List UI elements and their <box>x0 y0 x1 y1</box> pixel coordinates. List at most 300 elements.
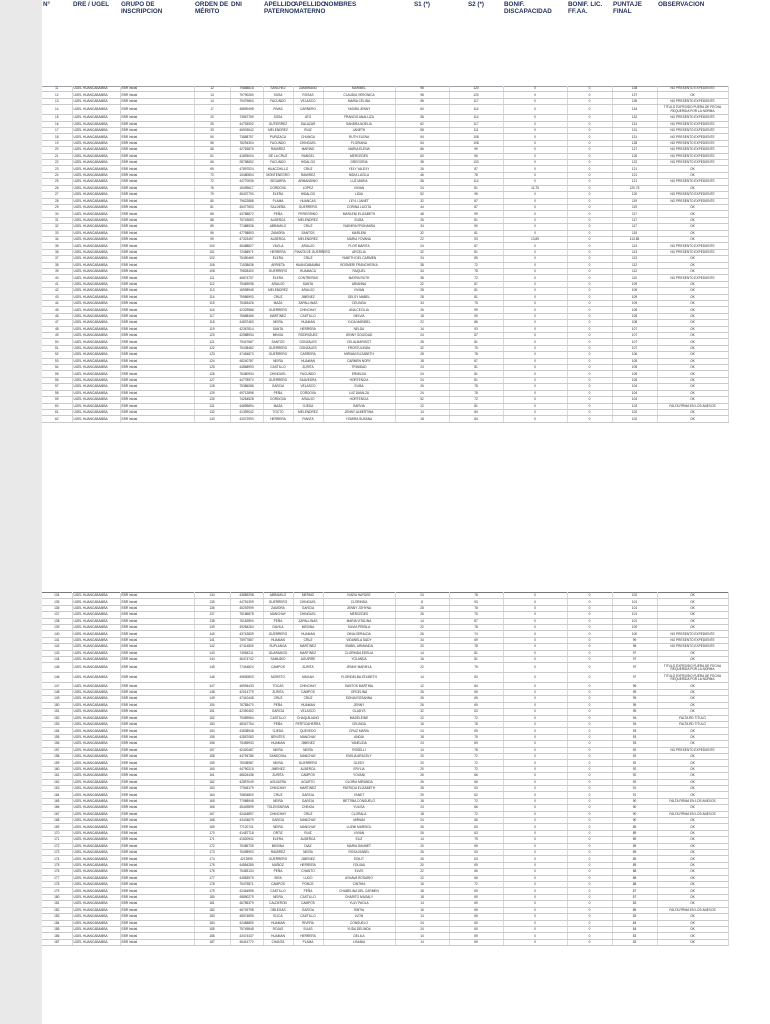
cell-dni: 43434679 <box>230 818 263 824</box>
cell-grupo: EBR Inicial <box>120 926 194 932</box>
cell-number: 14 <box>42 105 72 115</box>
cell-orden-merito: 111 <box>194 275 230 281</box>
cell-apellido-paterno: HERRERA <box>263 249 293 255</box>
cell-s2: 89 <box>449 256 503 262</box>
cell-s1: 14 <box>395 914 449 920</box>
cell-s2: 81 <box>449 377 503 383</box>
cell-s1: 22 <box>395 403 449 409</box>
cell-dni: 44770536 <box>230 179 263 185</box>
cell-s1: 22 <box>395 281 449 287</box>
cell-ugel: UGEL HUANCABAMBA <box>72 689 120 695</box>
cell-orden-merito: 156 <box>194 741 230 747</box>
cell-puntaje-final: 109 <box>612 301 657 307</box>
cell-bonif-discapacidad: 0 <box>503 409 567 415</box>
cell-ugel: UGEL HUANCABAMBA <box>72 631 120 637</box>
cell-s1: 18 <box>395 894 449 900</box>
cell-bonif-discapacidad: 0 <box>503 920 567 926</box>
cell-dni: 75386088 <box>230 384 263 390</box>
cell-grupo: EBR Inicial <box>120 358 194 364</box>
cell-apellido-paterno: AGUILERA <box>263 779 293 785</box>
cell-ugel: UGEL HUANCABAMBA <box>72 805 120 811</box>
cell-s1: 14 <box>395 650 449 656</box>
cell-nombres: JENNY MARIELA <box>323 663 395 673</box>
cell-nombres: YULISA <box>323 805 395 811</box>
cell-puntaje-final: 89 <box>612 843 657 849</box>
cell-observacion: OK <box>657 294 728 300</box>
cell-grupo: EBR Inicial <box>120 715 194 721</box>
cell-nombres: VIVIAN <box>323 185 395 191</box>
cell-bonif-ffaa: 0 <box>567 345 612 351</box>
cell-s2: 81 <box>449 294 503 300</box>
cell-number: 11 <box>42 86 72 92</box>
cell-dni: 43788872 <box>230 211 263 217</box>
cell-observacion: OK <box>657 166 728 172</box>
cell-dni: 47454873 <box>230 352 263 358</box>
cell-nombres: LVON <box>323 914 395 920</box>
cell-orden-merito: 129 <box>194 390 230 396</box>
cell-bonif-ffaa: 0 <box>567 92 612 98</box>
cell-ugel: UGEL HUANCABAMBA <box>72 907 120 913</box>
cell-grupo: EBR Inicial <box>120 185 194 191</box>
cell-apellido-materno: HERRERA <box>293 933 323 939</box>
cell-s2: 78 <box>449 747 503 753</box>
cell-bonif-discapacidad: 0 <box>503 721 567 727</box>
cell-nombres: DINA GERALDA <box>323 631 395 637</box>
cell-s2: 75 <box>449 663 503 673</box>
cell-dni: 75483134 <box>230 869 263 875</box>
cell-apellido-materno: CRUZ <box>293 224 323 230</box>
cell-puntaje-final: 109 <box>612 294 657 300</box>
col-header-s2: S2 (*) <box>449 0 503 87</box>
cell-observacion: TITULO EXPEDIDO FUERA DE FECHA REQUERIDA POR LA NORMA <box>657 673 728 683</box>
cell-s2: 108 <box>449 140 503 146</box>
cell-bonif-ffaa: 0 <box>567 779 612 785</box>
cell-observacion: OK <box>657 785 728 791</box>
cell-puntaje-final: 107 <box>612 339 657 345</box>
cell-ugel: UGEL HUANCABAMBA <box>72 275 120 281</box>
cell-s1: 98 <box>395 98 449 104</box>
cell-ugel: UGEL HUANCABAMBA <box>72 333 120 339</box>
cell-ugel: UGEL HUANCABAMBA <box>72 882 120 888</box>
cell-bonif-ffaa: 0 <box>567 933 612 939</box>
cell-number: 46 <box>42 313 72 319</box>
cell-apellido-paterno: ARRIETA <box>263 262 293 268</box>
cell-grupo: EBR Inicial <box>120 753 194 759</box>
cell-s1: 98 <box>395 92 449 98</box>
cell-ugel: UGEL HUANCABAMBA <box>72 198 120 204</box>
cell-grupo: EBR Inicial <box>120 211 194 217</box>
cell-bonif-discapacidad: 0 <box>503 869 567 875</box>
cell-number: 49 <box>42 333 72 339</box>
cell-apellido-materno: PIANTA <box>293 416 323 422</box>
cell-grupo: EBR Inicial <box>120 236 194 242</box>
cell-ugel: UGEL HUANCABAMBA <box>72 377 120 383</box>
cell-apellido-materno: CASTILLO <box>293 313 323 319</box>
cell-ugel: UGEL HUANCABAMBA <box>72 230 120 236</box>
cell-s1: 18 <box>395 313 449 319</box>
cell-nombres: LISANIA <box>323 939 395 945</box>
cell-grupo: EBR Inicial <box>120 875 194 881</box>
cell-number: 145 <box>42 663 72 673</box>
cell-s2: 72 <box>449 882 503 888</box>
cell-puntaje-final: 93 <box>612 741 657 747</box>
cell-s2: 78 <box>449 721 503 727</box>
cell-orden-merito: 161 <box>194 773 230 779</box>
cell-s1: 18 <box>395 358 449 364</box>
cell-apellido-materno: CORDOVA <box>293 390 323 396</box>
cell-apellido-materno: RUIZ <box>293 128 323 134</box>
cell-apellido-paterno: FACUNDO <box>263 160 293 166</box>
cell-bonif-ffaa: 0 <box>567 894 612 900</box>
cell-apellido-paterno: ABRAMILO <box>263 593 293 599</box>
cell-number: 166 <box>42 805 72 811</box>
cell-observacion: OK <box>657 262 728 268</box>
cell-orden-merito: 142 <box>194 644 230 650</box>
cell-s1: 16 <box>395 882 449 888</box>
cell-apellido-paterno: HERRERA <box>263 416 293 422</box>
cell-puntaje-final: 120 <box>612 192 657 198</box>
cell-puntaje-final: 92 <box>612 753 657 759</box>
cell-orden-merito: 99 <box>194 236 230 242</box>
cell-orden-merito: 122 <box>194 345 230 351</box>
cell-bonif-discapacidad: 0 <box>503 862 567 868</box>
cell-bonif-discapacidad: 0 <box>503 689 567 695</box>
cell-dni: 75186878 <box>230 612 263 618</box>
cell-number: 179 <box>42 888 72 894</box>
cell-nombres: MADELEINE <box>323 715 395 721</box>
cell-bonif-ffaa: 0 <box>567 243 612 249</box>
cell-bonif-ffaa: 0 <box>567 262 612 268</box>
cell-ugel: UGEL HUANCABAMBA <box>72 618 120 624</box>
cell-observacion: NO PRESENTO EXPEDIENTE <box>657 631 728 637</box>
cell-apellido-materno: CAMPOS <box>293 689 323 695</box>
cell-apellido-materno: PIANTA DE GUERRERO <box>294 249 331 254</box>
cell-dni: 71538636 <box>230 262 263 268</box>
cell-s2: 78 <box>449 625 503 631</box>
cell-orden-merito: 72 <box>194 179 230 185</box>
cell-s2: 78 <box>449 384 503 390</box>
cell-bonif-discapacidad: 0 <box>503 779 567 785</box>
cell-bonif-discapacidad: 0 <box>503 140 567 146</box>
cell-grupo: EBR Inicial <box>120 115 194 121</box>
cell-bonif-discapacidad: 0 <box>503 92 567 98</box>
cell-apellido-paterno: PEÑA <box>263 211 293 217</box>
cell-puntaje-final: 107 <box>612 326 657 332</box>
cell-puntaje-final: 117 <box>612 211 657 217</box>
cell-apellido-paterno: MANCHAY <box>263 612 293 618</box>
cell-puntaje-final: 92 <box>612 779 657 785</box>
cell-apellido-materno: JIMENEZ <box>293 856 323 862</box>
cell-puntaje-final: 88 <box>612 882 657 888</box>
cell-orden-merito: 153 <box>194 721 230 727</box>
cell-bonif-discapacidad: 0 <box>503 882 567 888</box>
cell-apellido-materno: RAMIREZ <box>293 172 323 178</box>
cell-nombres: CARMEN NORY <box>323 358 395 364</box>
cell-bonif-discapacidad: 0 <box>503 599 567 605</box>
cell-bonif-ffaa: 0 <box>567 926 612 932</box>
cell-orden-merito: 167 <box>194 811 230 817</box>
cell-orden-merito: 76 <box>194 185 230 191</box>
cell-nombres: NELDA <box>323 326 395 332</box>
cell-number: 169 <box>42 824 72 830</box>
cell-observacion: OK <box>657 856 728 862</box>
cell-apellido-materno: HUANCABAMBA <box>293 262 323 268</box>
cell-bonif-ffaa: 0 <box>567 760 612 766</box>
cell-observacion: OK <box>657 939 728 945</box>
cell-dni: 42468890 <box>230 920 263 926</box>
cell-apellido-materno: CHINCHAY <box>293 683 323 689</box>
cell-dni: 43742839 <box>230 631 263 637</box>
cell-observacion: OK <box>657 728 728 734</box>
cell-nombres: CELINDA <box>323 721 395 727</box>
cell-apellido-paterno: CASTILLO <box>263 365 293 371</box>
cell-observacion: OK <box>657 753 728 759</box>
cell-s2: 81 <box>449 339 503 345</box>
cell-orden-merito: 180 <box>194 894 230 900</box>
cell-apellido-materno: CHINGA <box>293 805 323 811</box>
cell-orden-merito: 166 <box>194 805 230 811</box>
cell-nombres: MARIBEL <box>323 86 395 92</box>
cell-grupo: EBR Inicial <box>120 262 194 268</box>
cell-nombres: JANETH <box>323 128 395 134</box>
cell-grupo: EBR Inicial <box>120 243 194 249</box>
cell-observacion: OK <box>657 920 728 926</box>
cell-apellido-paterno: TOCTO <box>263 409 293 415</box>
cell-bonif-discapacidad: 0 <box>503 121 567 127</box>
cell-apellido-paterno: ZAMORA <box>263 230 293 236</box>
cell-ugel: UGEL HUANCABAMBA <box>72 612 120 618</box>
cell-s2: 66 <box>449 779 503 785</box>
cell-orden-merito: 152 <box>194 715 230 721</box>
cell-bonif-discapacidad: 0 <box>503 696 567 702</box>
cell-bonif-discapacidad: 0 <box>503 830 567 836</box>
cell-apellido-paterno: ALBERCA <box>263 236 293 242</box>
cell-dni: 79888818 <box>230 86 263 92</box>
cell-grupo: EBR Inicial <box>120 371 194 377</box>
cell-s2: 69 <box>449 702 503 708</box>
cell-observacion: OK <box>657 683 728 689</box>
cell-orden-merito: 179 <box>194 888 230 894</box>
cell-number: 147 <box>42 683 72 689</box>
cell-observacion: OK <box>657 339 728 345</box>
cell-apellido-materno: VELASCO <box>293 384 323 390</box>
cell-orden-merito: 17 <box>194 105 230 115</box>
cell-bonif-ffaa: 0 <box>567 230 612 236</box>
cell-number: 33 <box>42 230 72 236</box>
cell-bonif-discapacidad: 0 <box>503 243 567 249</box>
cell-apellido-paterno: NEIRA <box>263 320 293 326</box>
cell-grupo: EBR Inicial <box>120 416 194 422</box>
cell-s2: 114 <box>449 105 503 115</box>
cell-nombres: CINTHIA <box>323 882 395 888</box>
cell-nombres: ANA CECILIA <box>323 307 395 313</box>
cell-apellido-paterno: SANDOVAL <box>263 753 293 759</box>
cell-apellido-materno: MAGAN <box>293 673 323 683</box>
cell-orden-merito: 126 <box>194 371 230 377</box>
cell-apellido-paterno: CORDOVA <box>263 397 293 403</box>
cell-apellido-paterno: NEIRA <box>263 358 293 364</box>
cell-nombres: YOLVAU <box>323 862 395 868</box>
cell-puntaje-final: 112 <box>612 268 657 274</box>
cell-puntaje-final: 121 <box>612 172 657 178</box>
cell-dni: 46994433 <box>230 683 263 689</box>
cell-observacion: FALTA RD TITULO <box>657 721 728 727</box>
cell-s1: 14 <box>395 673 449 683</box>
cell-orden-merito: 25 <box>194 121 230 127</box>
cell-s2: 75 <box>449 345 503 351</box>
cell-s1: 28 <box>395 352 449 358</box>
cell-apellido-materno: CHUNGA <box>293 134 323 140</box>
cell-s1: 14 <box>395 933 449 939</box>
cell-number: 156 <box>42 741 72 747</box>
cell-s2: 117 <box>449 98 503 104</box>
cell-apellido-materno: ZAMBRANO <box>293 86 323 92</box>
cell-grupo: EBR Inicial <box>120 105 194 115</box>
cell-ugel: UGEL HUANCABAMBA <box>72 856 120 862</box>
cell-puntaje-final: 89 <box>612 824 657 830</box>
cell-dni: 43838948 <box>230 728 263 734</box>
cell-dni: 79479863 <box>230 98 263 104</box>
cell-observacion: OK <box>657 593 728 599</box>
cell-puntaje-final: 131 <box>612 128 657 134</box>
cell-observacion: OK <box>657 230 728 236</box>
cell-orden-merito: 155 <box>194 734 230 740</box>
cell-number: 153 <box>42 721 72 727</box>
cell-grupo: EBR Inicial <box>120 397 194 403</box>
cell-s1: 26 <box>395 850 449 856</box>
cell-bonif-ffaa: 0 <box>567 153 612 159</box>
cell-bonif-discapacidad: 0 <box>503 198 567 204</box>
cell-apellido-materno: ZURITA <box>293 365 323 371</box>
cell-bonif-discapacidad: 0 <box>503 294 567 300</box>
cell-number: 41 <box>42 281 72 287</box>
cell-apellido-materno: PONCE <box>293 882 323 888</box>
cell-apellido-paterno: PEÑA <box>263 702 293 708</box>
cell-number: 171 <box>42 837 72 843</box>
cell-bonif-ffaa: 0 <box>567 709 612 715</box>
cell-ugel: UGEL HUANCABAMBA <box>72 850 120 856</box>
cell-grupo: EBR Inicial <box>120 345 194 351</box>
cell-orden-merito: 170 <box>194 830 230 836</box>
cell-bonif-ffaa: 0 <box>567 650 612 656</box>
cell-s2: 69 <box>449 728 503 734</box>
cell-ugel: UGEL HUANCABAMBA <box>72 217 120 223</box>
cell-orden-merito: 144 <box>194 657 230 663</box>
cell-bonif-ffaa: 0 <box>567 850 612 856</box>
cell-puntaje-final: 83 <box>612 914 657 920</box>
cell-s2: 120 <box>449 86 503 92</box>
cell-s2: 72 <box>449 811 503 817</box>
cell-nombres: TRINIDAD <box>323 365 395 371</box>
cell-nombres: EDILIT <box>323 856 395 862</box>
cell-orden-merito: 66 <box>194 160 230 166</box>
cell-nombres: CLORINDA <box>323 599 395 605</box>
cell-dni: 42897049 <box>230 779 263 785</box>
cell-s1: 22 <box>395 625 449 631</box>
cell-number: 176 <box>42 869 72 875</box>
cell-apellido-materno: HIDALGO <box>293 160 323 166</box>
cell-puntaje-final: 132 <box>612 115 657 121</box>
cell-ugel: UGEL HUANCABAMBA <box>72 153 120 159</box>
cell-nombres: CLORALA <box>323 811 395 817</box>
cell-dni: 44837483 <box>230 320 263 326</box>
cell-nombres: MARLENI ELIZABETH <box>323 211 395 217</box>
cell-bonif-ffaa: 0 <box>567 268 612 274</box>
cell-s2: 72 <box>449 766 503 772</box>
cell-nombres: MARIA VITALINA <box>323 618 395 624</box>
cell-dni: 47897524 <box>230 166 263 172</box>
cell-puntaje-final: 87 <box>612 894 657 900</box>
cell-bonif-discapacidad: 0 <box>503 134 567 140</box>
cell-apellido-materno: MARINO <box>293 147 323 153</box>
cell-orden-merito: 157 <box>194 747 230 753</box>
cell-bonif-discapacidad: 0 <box>503 128 567 134</box>
cell-nombres: ISABEL ARMANDA <box>323 644 395 650</box>
cell-ugel: UGEL HUANCABAMBA <box>72 384 120 390</box>
cell-grupo: EBR Inicial <box>120 939 194 945</box>
cell-bonif-discapacidad: 0 <box>503 837 567 843</box>
cell-dni: 43472993 <box>230 416 263 422</box>
cell-puntaje-final: 94 <box>612 721 657 727</box>
cell-s2: 93 <box>449 599 503 605</box>
cell-grupo: EBR Inicial <box>120 741 194 747</box>
cell-s2: 87 <box>449 198 503 204</box>
cell-observacion: OK <box>657 326 728 332</box>
cell-ugel: UGEL HUANCABAMBA <box>72 147 120 153</box>
cell-apellido-paterno: ELERA <box>263 837 293 843</box>
cell-bonif-ffaa: 0 <box>567 358 612 364</box>
cell-apellido-materno: HUAMAN <box>293 631 323 637</box>
cell-number: 52 <box>42 352 72 358</box>
col-header-number: N° <box>42 0 72 87</box>
cell-ugel: UGEL HUANCABAMBA <box>72 605 120 611</box>
cell-puntaje-final: 97 <box>612 663 657 673</box>
table-row <box>42 105 728 115</box>
cell-grupo: EBR Inicial <box>120 153 194 159</box>
cell-nombres: SONIA ROSANNA <box>323 696 395 702</box>
cell-number: 20 <box>42 147 72 153</box>
cell-ugel: UGEL HUANCABAMBA <box>72 262 120 268</box>
cell-apellido-materno: SAAVEDRA <box>293 377 323 383</box>
cell-apellido-materno: RANGEL <box>293 153 323 159</box>
cell-apellido-materno: NEIRA <box>293 747 323 753</box>
cell-s2: 111 <box>449 128 503 134</box>
cell-apellido-materno: VELASCO <box>293 98 323 104</box>
cell-bonif-discapacidad: 0 <box>503 901 567 907</box>
cell-grupo: EBR Inicial <box>120 901 194 907</box>
cell-apellido-materno: HERRERA <box>293 862 323 868</box>
cell-number: 151 <box>42 709 72 715</box>
cell-dni: 43474437 <box>230 933 263 939</box>
cell-s2: 66 <box>449 818 503 824</box>
cell-s2: 75 <box>449 301 503 307</box>
cell-nombres: BETTIBA CONSUELO <box>323 798 395 804</box>
cell-dni: 75182894 <box>230 618 263 624</box>
cell-puntaje-final: 98 <box>612 644 657 650</box>
cell-puntaje-final: 89 <box>612 850 657 856</box>
cell-apellido-paterno: MUÑOZ <box>263 862 293 868</box>
cell-ugel: UGEL HUANCABAMBA <box>72 625 120 631</box>
cell-apellido-paterno: MELENDREZ <box>263 128 293 134</box>
cell-nombres: ELIBA <box>323 384 395 390</box>
cell-bonif-discapacidad: 0 <box>503 217 567 223</box>
cell-apellido-paterno: GUERRERO <box>263 268 293 274</box>
cell-bonif-ffaa: 0 <box>567 689 612 695</box>
cell-apellido-paterno: RAMIREZ <box>263 850 293 856</box>
cell-s2: 108 <box>449 134 503 140</box>
cell-ugel: UGEL HUANCABAMBA <box>72 409 120 415</box>
cell-apellido-materno: ARMANDINO <box>293 179 323 185</box>
